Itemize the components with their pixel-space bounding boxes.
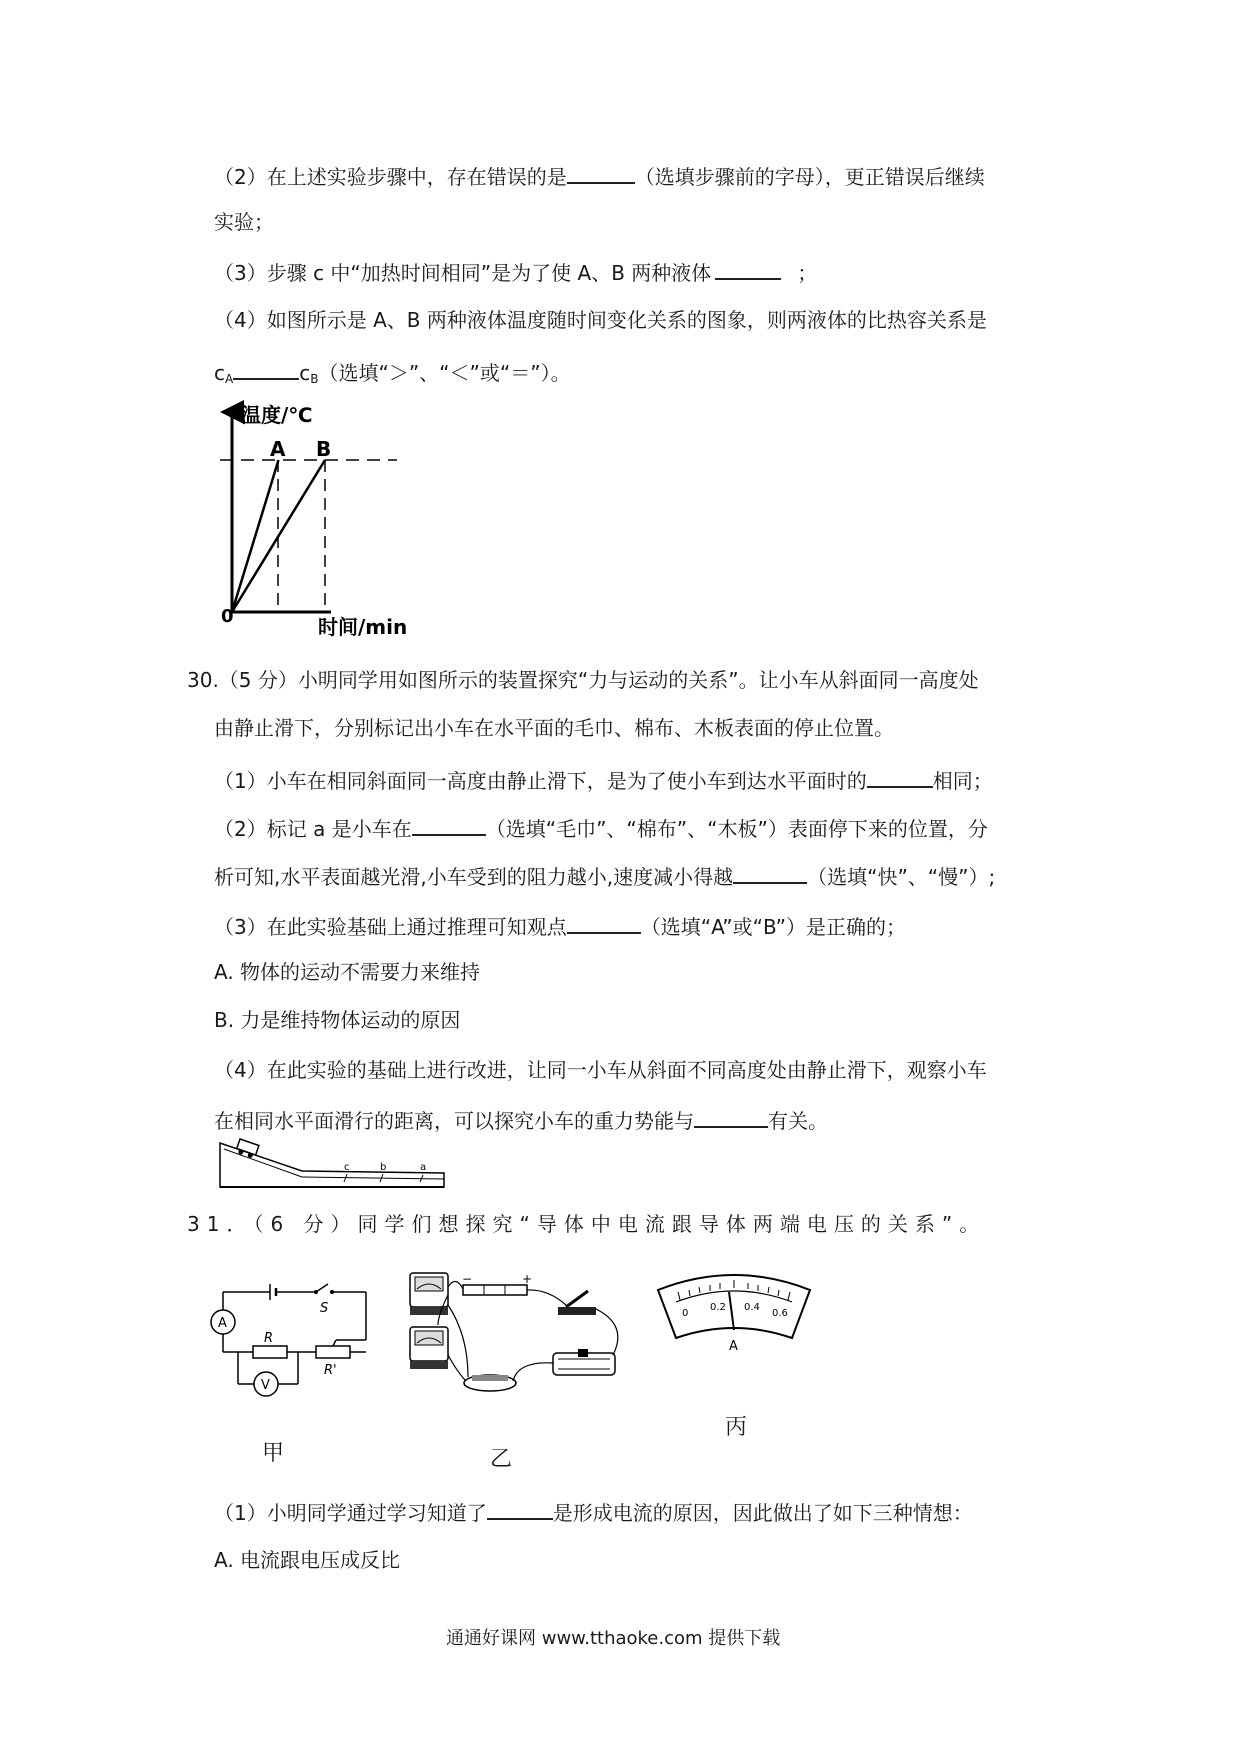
q30-part3-text-a: （3）在此实验基础上通过推理可知观点: [214, 915, 567, 939]
mark-b: b: [380, 1162, 387, 1173]
answer-blank[interactable]: [733, 860, 807, 884]
answer-blank[interactable]: [233, 356, 299, 380]
q29-part3-line: [214, 256, 817, 287]
ammeter-label: A: [218, 1316, 227, 1331]
battery-pack: [463, 1285, 527, 1295]
mark-a: a: [420, 1162, 427, 1173]
q29-part2-line2: [214, 208, 274, 236]
specific-heat-symbol-b: c: [299, 361, 311, 385]
q30-part2-line1: [214, 812, 988, 843]
temperature-time-chart: [215, 400, 415, 640]
figure-label-jia: 甲: [262, 1441, 285, 1466]
q31-heading-text: 31．（6 分）同学们想探究“导体中电流跟导体两端电压的关系”。: [187, 1212, 987, 1236]
voltmeter-label: V: [261, 1378, 270, 1393]
q30-part2-line2: [214, 860, 995, 891]
series-label-b: B: [316, 437, 332, 461]
incline-ramp-figure: [218, 1135, 448, 1191]
q31-heading-line: [187, 1210, 986, 1238]
subscript-b: B: [310, 372, 319, 386]
answer-blank[interactable]: [487, 1496, 553, 1520]
x-axis-label: 时间/min: [318, 615, 408, 639]
scale-label-04: 0.4: [744, 1302, 760, 1313]
q31-part1-text-b: 是形成电流的原因，因此做出了如下三种情想：: [552, 1501, 973, 1525]
q29-part2-line1: [214, 160, 985, 191]
q29-part3-text-b: ；: [797, 261, 818, 285]
page-footer: 通通好课网 www.tthaoke.com 提供下载: [446, 1628, 781, 1649]
answer-blank[interactable]: [412, 812, 486, 836]
q30-option-b: [214, 1006, 460, 1034]
switch-lever: [316, 1284, 328, 1292]
q30-heading-line2: [214, 714, 894, 742]
circuit-diagram-jia: [208, 1282, 378, 1402]
specific-heat-symbol-a: c: [214, 361, 225, 385]
q29-part4-text-b: （选填“＞”、“＜”或“＝”）。: [318, 361, 571, 385]
q30-part1-text-a: （1）小车在相同斜面同一高度由静止滑下，是为了使小车到达水平面时的: [214, 769, 867, 793]
q31-option-a-text: A. 电流跟电压成反比: [214, 1548, 401, 1572]
q30-part1-text-b: 相同；: [932, 769, 993, 793]
q31-option-a: [214, 1546, 400, 1574]
answer-blank[interactable]: [567, 910, 641, 934]
figure-label-bing: 丙: [725, 1415, 748, 1440]
q30-heading-text-b: 由静止滑下，分别标记出小车在水平面的毛巾、棉布、木板表面的停止位置。: [214, 716, 894, 740]
answer-blank[interactable]: [715, 256, 781, 280]
q30-part3-line: [214, 910, 906, 941]
scale-label-0: 0: [682, 1308, 689, 1319]
figure-label-yi: 乙: [490, 1447, 513, 1472]
q29-part4-line2: [214, 356, 571, 393]
battery-plus-label: +: [522, 1272, 533, 1286]
answer-blank[interactable]: [694, 1104, 768, 1128]
q30-part2-text-a: （2）标记 a 是小车在: [214, 817, 412, 841]
q29-part4-line1: [214, 306, 987, 334]
q29-part2-text-a: （2）在上述实验步骤中，存在错误的是: [214, 165, 567, 189]
meter-unit-label: A: [729, 1339, 738, 1354]
q30-option-a: [214, 958, 480, 986]
subscript-a: A: [225, 372, 234, 386]
meter-device-bottom: [410, 1327, 448, 1369]
q30-part4-line1: [214, 1056, 987, 1084]
switch-label: S: [320, 1301, 329, 1316]
rheostat-slider: [333, 1340, 336, 1346]
q30-part4-text-b: 在相同水平面滑行的距离，可以探究小车的重力势能与: [214, 1109, 694, 1133]
resistor-label: R: [264, 1331, 274, 1346]
series-line-a: [232, 460, 279, 612]
answer-blank[interactable]: [867, 764, 933, 788]
q29-part4-text-a: （4）如图所示是 A、B 两种液体温度随时间变化关系的图象，则两液体的比热容关系是: [214, 308, 987, 332]
q30-part2-text-d: （选填“快”、“慢”）;: [807, 865, 996, 889]
q30-part4-text-a: （4）在此实验的基础上进行改进，让同一小车从斜面不同高度处由静止滑下，观察小车: [214, 1058, 987, 1082]
battery-minus-label: −: [462, 1272, 473, 1286]
answer-blank[interactable]: [567, 160, 635, 184]
scale-label-06: 0.6: [772, 1308, 788, 1319]
rheostat-device: [553, 1349, 615, 1375]
q29-part3-text-a: （3）步骤 c 中“加热时间相同”是为了使 A、B 两种液体: [214, 261, 712, 285]
series-label-a: A: [270, 437, 286, 461]
scale-label-02: 0.2: [710, 1302, 726, 1313]
mark-c: c: [344, 1162, 350, 1173]
rheostat-label: R': [324, 1363, 337, 1378]
resistor-r: [253, 1346, 287, 1358]
q30-part3-text-b: （选填“A”或“B”）是正确的；: [640, 915, 907, 939]
rheostat: [316, 1346, 350, 1358]
q30-part1-line: [214, 764, 993, 795]
q31-part1-text-a: （1）小明同学通过学习知道了: [214, 1501, 487, 1525]
q29-part2-text-c: 实验；: [214, 210, 274, 234]
q29-part2-text-b: （选填步骤前的字母），更正错误后继续: [634, 165, 985, 189]
resistor-device: [464, 1375, 516, 1391]
ammeter-dial-bing: [654, 1268, 814, 1354]
origin-label: 0: [221, 606, 234, 627]
q30-part2-text-b: （选填“毛巾”、“棉布”、“木板”）表面停下来的位置，分: [485, 817, 988, 841]
apparatus-photo-yi: [398, 1265, 648, 1415]
y-axis-label: 温度/℃: [241, 403, 313, 427]
q30-option-b-text: B. 力是维持物体运动的原因: [214, 1008, 461, 1032]
q30-part2-text-c: 析可知,水平表面越光滑,小车受到的阻力越小,速度减小得越: [214, 865, 734, 889]
q30-heading-line1: [187, 666, 979, 694]
q30-part4-text-c: 有关。: [768, 1109, 828, 1133]
q30-heading-text-a: 30.（5 分）小明同学用如图所示的装置探究“力与运动的关系”。让小车从斜面同一高度处: [187, 668, 979, 692]
q30-part4-line2: [214, 1104, 828, 1135]
q31-part1-line: [214, 1496, 973, 1527]
q30-option-a-text: A. 物体的运动不需要力来维持: [214, 960, 481, 984]
